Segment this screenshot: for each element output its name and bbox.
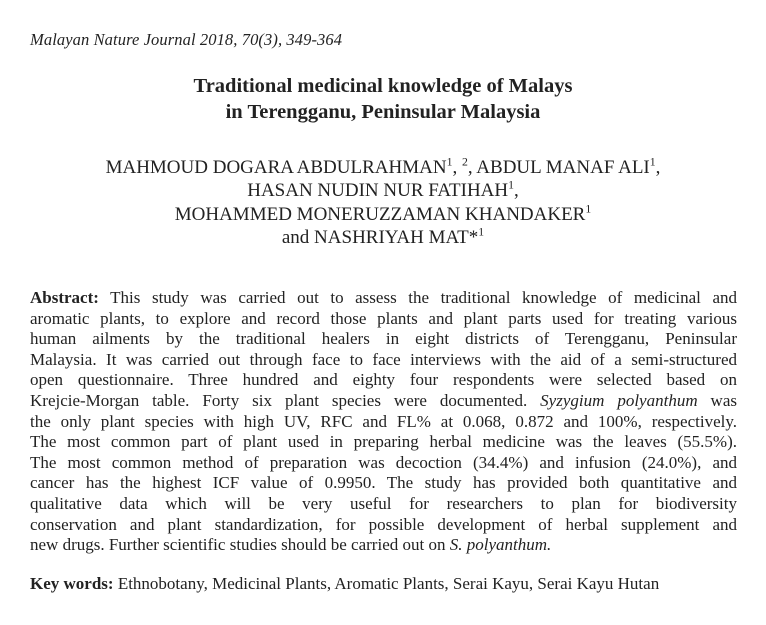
text-segment: , xyxy=(655,157,661,178)
text-segment: cancer has the highest ICF value of 0.9950. The study has provided both quantitative and xyxy=(30,473,737,493)
abstract-line-9 xyxy=(30,453,737,474)
author-line-1 xyxy=(0,156,766,179)
abstract-line-8 xyxy=(30,432,737,453)
text-segment: new drugs. Further scientific studies should be carried out on xyxy=(30,535,450,555)
paper-title-line-2: in Terengganu, Peninsular Malaysia xyxy=(225,101,541,123)
text-segment: the only plant species with high UV, RFC and FL% at 0.068, 0.872 and 100%, respectively. xyxy=(30,411,737,431)
author-line-2 xyxy=(0,179,766,202)
author-line-4 xyxy=(0,226,766,249)
text-segment: HASAN NUDIN NUR FATIHAH xyxy=(247,180,509,202)
text-segment: 1 xyxy=(446,155,453,169)
text-segment: human ailments by the traditional healers in eight districts of Terengganu, Peninsular xyxy=(30,329,737,349)
text-segment: Krejcie-Morgan table. Forty six plant species were documented. xyxy=(30,390,541,410)
text-segment: 1 xyxy=(585,202,592,216)
abstract-line-2 xyxy=(30,309,737,330)
text-segment: , xyxy=(514,180,519,202)
text-segment: 1 xyxy=(649,155,656,169)
journal-citation: Malayan Nature Journal 2018, 70(3), 349-364 xyxy=(30,30,343,49)
text-segment: Abstract: xyxy=(30,288,99,307)
text-segment: Ethnobotany, Medicinal Plants, Aromatic Plants, Serai Kayu, Serai Kayu Hutan xyxy=(113,574,660,593)
text-segment: open questionnaire. Three hundred and eighty four respondents were selected based on xyxy=(30,370,737,390)
abstract-line-13 xyxy=(30,535,737,556)
abstract-line-10 xyxy=(30,473,737,494)
paper-title xyxy=(0,73,766,125)
text-segment: 2 xyxy=(461,155,468,169)
text-segment: 1 xyxy=(508,179,515,193)
text-segment: , xyxy=(452,157,462,178)
paper-title-line-1: Traditional medicinal knowledge of Malays xyxy=(193,75,573,97)
text-segment: MAHMOUD DOGARA ABDULRAHMAN xyxy=(105,157,447,178)
text-segment: 1 xyxy=(478,225,485,239)
keywords-line xyxy=(30,574,750,594)
abstract-line-11 xyxy=(30,494,737,515)
text-segment: The most common part of plant used in preparing herbal medicine was the leaves (55.5%). xyxy=(30,432,737,452)
text-segment: MOHAMMED MONERUZZAMAN KHANDAKER xyxy=(174,203,586,225)
abstract-line-5 xyxy=(30,370,737,391)
author-line-3 xyxy=(0,203,766,226)
text-segment: was xyxy=(697,390,737,410)
abstract-line-3 xyxy=(30,329,737,350)
text-segment: qualitative data which will be very useful for researchers to plan for biodiversity xyxy=(30,493,737,513)
text-segment: This study was carried out to assess the traditional knowledge of medicinal and xyxy=(98,288,737,307)
abstract-line-1 xyxy=(30,288,737,309)
abstract-line-12 xyxy=(30,515,737,536)
text-segment: The most common method of preparation was decoction (34.4%) and infusion (24.0%), and xyxy=(30,452,737,472)
abstract-line-6 xyxy=(30,391,737,412)
text-segment: conservation and plant standardization, for possible development of herbal supplement and xyxy=(30,514,737,534)
text-segment: Syzygium polyanthum xyxy=(540,390,698,410)
abstract-line-4 xyxy=(30,350,737,371)
text-segment: S. polyanthum. xyxy=(449,535,552,555)
text-segment: and NASHRIYAH MAT* xyxy=(281,227,479,249)
abstract-section xyxy=(30,288,737,556)
text-segment: aromatic plants, to explore and record those plants and plant parts used for treating various xyxy=(30,308,737,328)
text-segment: Key words: xyxy=(30,574,114,593)
abstract-line-7 xyxy=(30,412,737,433)
text-segment: Malaysia. It was carried out through face to face interviews with the aid of a semi-structured xyxy=(30,349,737,369)
text-segment: , ABDUL MANAF ALI xyxy=(467,157,650,178)
author-list xyxy=(0,156,766,250)
